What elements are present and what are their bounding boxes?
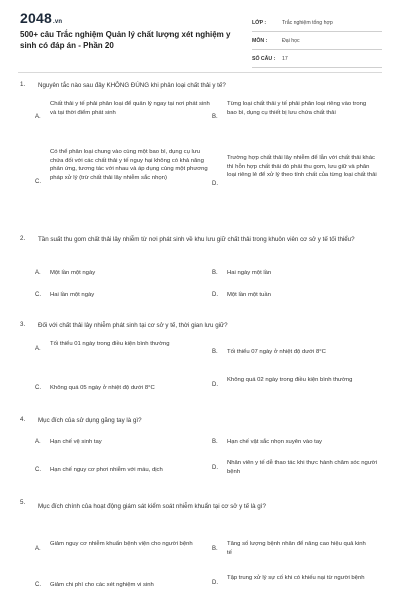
question-text: Tần suất thu gom chất thải lây nhiễm từ nơi phát sinh về khu lưu giữ chất thải trong khuôn viên cơ sở y tế tối thiểu? — [38, 236, 355, 243]
option-text: Hạn chế nguy cơ phơi nhiễm với máu, dịch — [50, 467, 163, 473]
option-letter: D. — [212, 382, 218, 388]
question-text: Nguyên tắc nào sau đây KHÔNG ĐÚNG khi phân loại chất thải y tế? — [38, 82, 226, 89]
option-text: Giảm chi phí cho các xét nghiệm vi sinh — [50, 582, 154, 588]
logo-main: 2048 — [20, 10, 52, 26]
option-text: Hai lần một ngày — [50, 292, 95, 298]
option-text: Tối thiểu 01 ngày trong điều kiện bình thường — [50, 341, 170, 347]
option-text: Có thể phân loại chung vào cùng một bao bì, dụng cụ lưu chứa đối với các chất thải y tế nguy hại không có khả năng phản ứng, tương tác với nhau và áp dụng cùng một phương pháp xử lý (trừ chất thải lây nhiễm sắc nhọn) — [50, 149, 208, 181]
option-letter: A. — [35, 346, 41, 352]
option-text: Giảm nguy cơ nhiễm khuẩn bệnh viện cho người bệnh — [50, 541, 193, 547]
meta-row-class — [252, 14, 382, 32]
option-letter: B. — [212, 114, 218, 120]
meta-label: MÔN : — [252, 37, 268, 44]
option-text: Hai ngày một lần — [227, 270, 272, 276]
meta-row-count — [252, 50, 382, 68]
document-meta — [252, 14, 382, 68]
option-letter: C. — [35, 385, 41, 391]
option-text: Chất thải y tế phải phân loại để quản lý ngay tại nơi phát sinh và tại thời điểm phát sinh — [50, 101, 210, 116]
option-letter: C. — [35, 292, 41, 298]
option-letter: C. — [35, 179, 41, 185]
document-title: 500+ câu Trắc nghiệm Quản lý chất lượng xét nghiệm y sinh có đáp án - Phần 20 — [20, 30, 231, 50]
option-letter: D. — [212, 465, 218, 471]
option-text: Tập trung xử lý sự cố khi có khiếu nại từ người bệnh — [227, 575, 365, 581]
question-number: 4. — [20, 416, 26, 423]
option-text: Tăng số lượng bệnh nhân để nâng cao hiệu quả kinh tế — [227, 541, 366, 556]
question-number: 3. — [20, 321, 26, 328]
question-number: 1. — [20, 81, 26, 88]
question-text: Mục đích chính của hoạt động giám sát kiểm soát nhiễm khuẩn tại cơ sở y tế là gì? — [38, 503, 266, 510]
meta-value: 17 — [282, 55, 288, 62]
option-letter: B. — [212, 439, 218, 445]
meta-label: SỐ CÂU : — [252, 55, 276, 62]
option-text: Tối thiểu 07 ngày ở nhiệt độ dưới 8°C — [227, 349, 326, 355]
site-logo[interactable] — [20, 10, 62, 26]
meta-value: Đại học — [282, 37, 300, 44]
option-text: Từng loại chất thải y tế phải phân loại riêng vào trong bao bì, dụng cụ thiết bị lưu chứa chất thải — [227, 101, 367, 116]
document-header — [0, 0, 400, 64]
option-text: Một lần một tuần — [227, 292, 271, 298]
header-divider — [18, 72, 382, 73]
option-text: Hạn chế vệ sinh tay — [50, 439, 102, 445]
option-text: Nhân viên y tế dễ thao tác khi thực hành chăm sóc người bệnh — [227, 460, 377, 475]
option-letter: A. — [35, 270, 41, 276]
option-text: Một lần một ngày — [50, 270, 96, 276]
option-text: Không quá 02 ngày trong điều kiện bình thường — [227, 377, 353, 383]
option-letter: A. — [35, 114, 41, 120]
option-letter: A. — [35, 439, 41, 445]
option-letter: A. — [35, 546, 41, 552]
question-number: 2. — [20, 235, 26, 242]
option-letter: D. — [212, 292, 218, 298]
option-text: Trường hợp chất thải lây nhiễm để lẫn với chất thải khác thì hỗn hợp chất thải đó phải thu gom, lưu giữ và phân loại riêng lẻ để xử lý theo tính chất của từng loại chất thải — [227, 155, 377, 179]
option-letter: B. — [212, 349, 218, 355]
option-letter: B. — [212, 546, 218, 552]
meta-value: Trắc nghiệm tổng hợp — [282, 19, 333, 26]
meta-label: LỚP : — [252, 19, 267, 26]
logo-suffix: .vn — [52, 19, 63, 25]
question-text: Mục đích của sử dụng găng tay là gì? — [38, 417, 142, 424]
option-letter: D. — [212, 580, 218, 586]
meta-row-subject — [252, 32, 382, 50]
option-letter: C. — [35, 467, 41, 473]
option-letter: C. — [35, 582, 41, 588]
option-letter: D. — [212, 181, 218, 187]
question-text: Đối với chất thải lây nhiễm phát sinh tại cơ sở y tế, thời gian lưu giữ? — [38, 322, 228, 329]
option-text: Hạn chế vật sắc nhọn xuyên vào tay — [227, 439, 322, 445]
question-number: 5. — [20, 499, 26, 506]
option-text: Không quá 05 ngày ở nhiệt độ dưới 8°C — [50, 385, 155, 391]
option-letter: B. — [212, 270, 218, 276]
